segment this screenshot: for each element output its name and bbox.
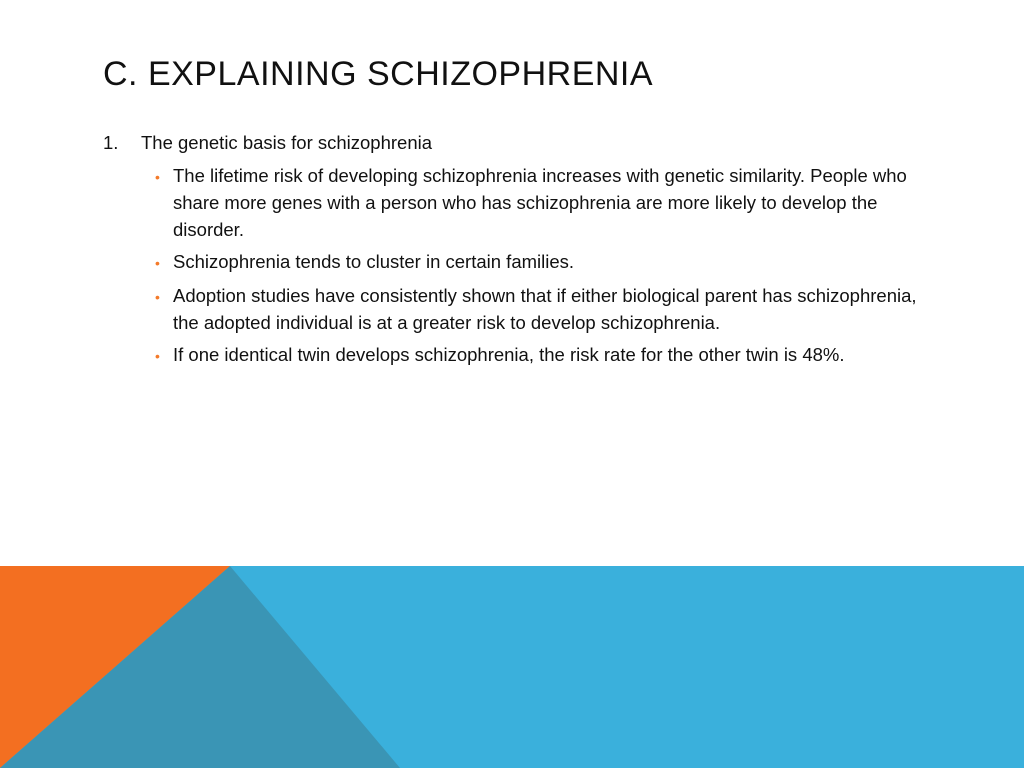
- bullet-item: [155, 162, 923, 243]
- bullet-icon: •: [155, 348, 160, 364]
- bullet-icon: •: [155, 169, 160, 185]
- bullet-item: [155, 248, 923, 277]
- bullet-text: Adoption studies have consistently shown that if either biological parent has schizophrenia, the adopted individual is at a greater risk to develop schizophrenia.: [173, 285, 917, 333]
- slide-title: C. EXPLAINING SCHIZOPHRENIA: [103, 55, 654, 93]
- decorative-footer-band: [0, 566, 1024, 768]
- numbered-heading: [103, 130, 923, 156]
- bullet-list: [103, 162, 923, 370]
- bullet-item: [155, 341, 923, 370]
- bullet-icon: •: [155, 289, 160, 305]
- slide-body: [103, 130, 923, 375]
- bullet-icon: •: [155, 255, 160, 271]
- heading-text: The genetic basis for schizophrenia: [141, 132, 433, 153]
- bullet-text: Schizophrenia tends to cluster in certain families.: [173, 251, 575, 272]
- bullet-item: [155, 282, 923, 336]
- heading-number: 1.: [103, 132, 119, 153]
- bullet-text: If one identical twin develops schizophrenia, the risk rate for the other twin is 48%.: [173, 344, 845, 365]
- bullet-text: The lifetime risk of developing schizophrenia increases with genetic similarity. People who share more genes with a person who has schizophrenia are more likely to develop the disorder.: [173, 165, 907, 240]
